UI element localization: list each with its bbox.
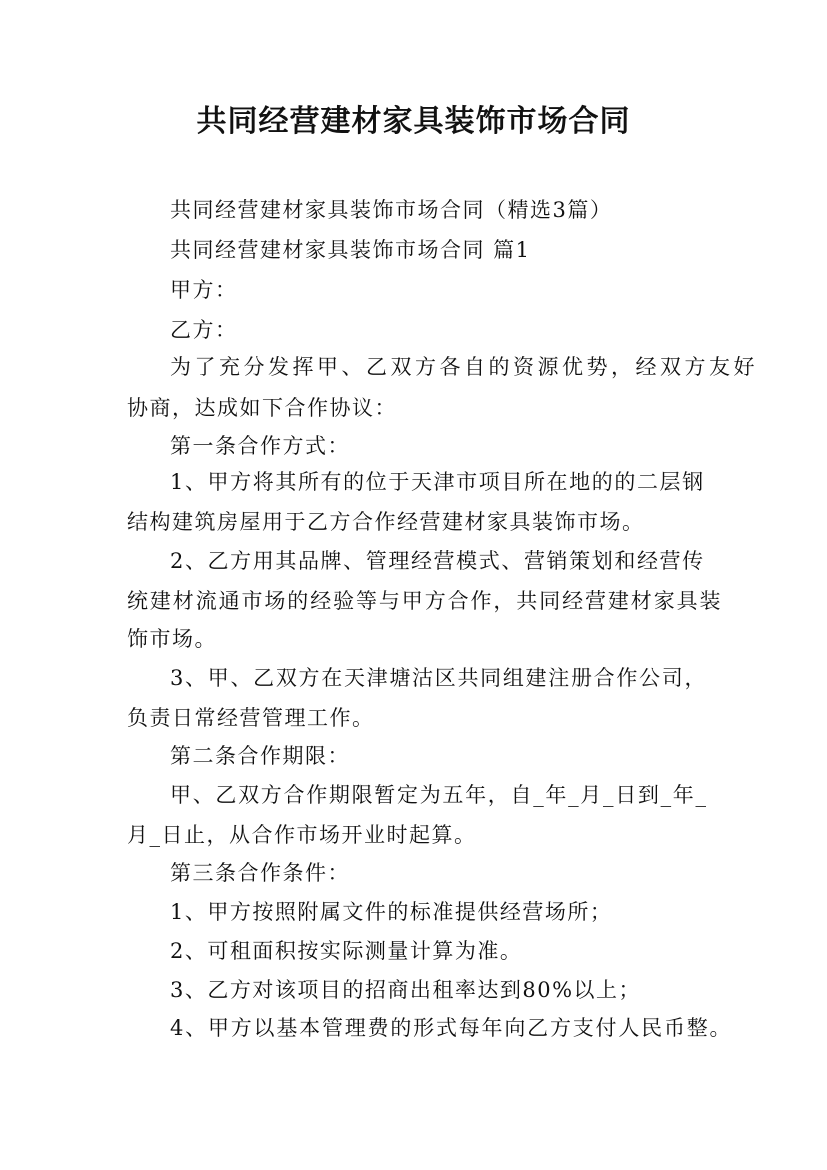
party-b-label: 乙方： bbox=[170, 318, 238, 342]
article-2-text-line: 甲、乙双方合作期限暂定为五年，自_年_月_日到_年_ bbox=[170, 783, 708, 807]
part-heading: 共同经营建材家具装饰市场合同 篇1 bbox=[170, 238, 531, 262]
article-1-item-1-line: 1、甲方将其所有的位于天津市项目所在地的的二层钢 bbox=[170, 470, 705, 494]
document-title: 共同经营建材家具装饰市场合同 bbox=[196, 104, 631, 139]
document-subtitle: 共同经营建材家具装饰市场合同（精选3篇） bbox=[170, 198, 613, 222]
article-3-item-1: 1、甲方按照附属文件的标准提供经营场所； bbox=[170, 900, 613, 924]
article-3-heading: 第三条合作条件： bbox=[170, 861, 350, 885]
article-3-item-4: 4、甲方以基本管理费的形式每年向乙方支付人民币整。 bbox=[170, 1016, 733, 1040]
article-1-item-3-line: 负责日常经营管理工作。 bbox=[127, 706, 375, 730]
article-1-item-2-line: 饰市场。 bbox=[127, 627, 217, 651]
article-1-item-3-line: 3、甲、乙双方在天津塘沽区共同组建注册合作公司， bbox=[170, 666, 708, 690]
party-a-label: 甲方： bbox=[170, 278, 238, 302]
intro-paragraph-line: 为了充分发挥甲、乙双方各自的资源优势，经双方友好 bbox=[170, 355, 758, 379]
article-1-item-1-line: 结构建筑房屋用于乙方合作经营建材家具装饰市场。 bbox=[127, 510, 645, 534]
article-1-item-2-line: 统建材流通市场的经验等与甲方合作，共同经营建材家具装 bbox=[127, 589, 723, 613]
article-2-heading: 第二条合作期限： bbox=[170, 744, 350, 768]
article-2-text-line: 月_日止，从合作市场开业时起算。 bbox=[127, 823, 477, 847]
article-3-item-2: 2、可租面积按实际测量计算为准。 bbox=[170, 939, 523, 963]
article-3-item-3: 3、乙方对该项目的招商出租率达到80%以上； bbox=[170, 978, 642, 1002]
intro-paragraph-line: 协商，达成如下合作协议： bbox=[127, 396, 397, 420]
article-1-item-2-line: 2、乙方用其品牌、管理经营模式、营销策划和经营传 bbox=[170, 549, 705, 573]
article-1-heading: 第一条合作方式： bbox=[170, 434, 350, 458]
